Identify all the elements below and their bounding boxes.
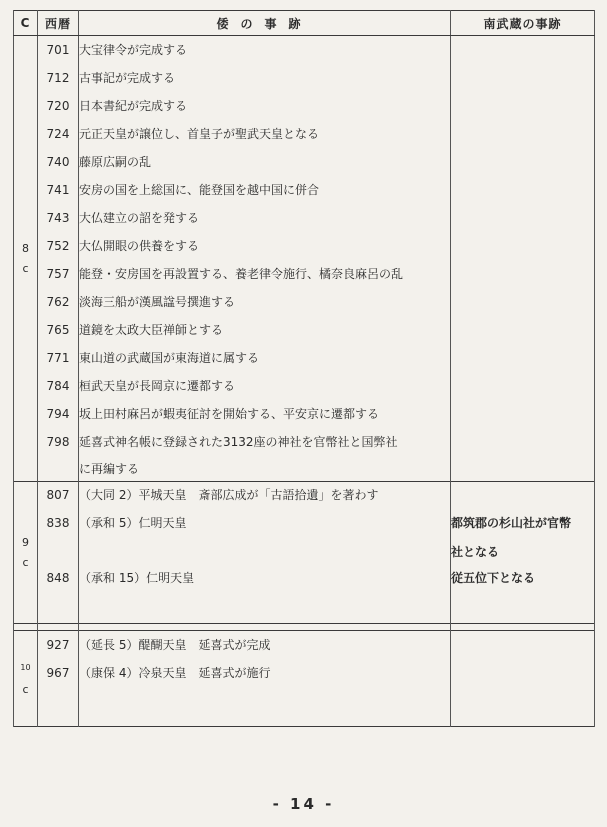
local-cell [451,204,595,232]
table-row [14,482,595,508]
table-row [14,344,595,372]
event-cell: 淡海三船が漢風諡号撰進する [79,288,451,316]
year-cell [38,538,79,566]
event-cell: （承和 15）仁明天皇 [79,566,451,590]
year-cell: 807 [38,482,79,508]
table-row [14,508,595,538]
year-cell: 794 [38,400,79,428]
local-cell [451,631,595,659]
year-cell: 838 [38,508,79,538]
section-9c [14,482,595,624]
local-cell [451,400,595,428]
event-cell: 古事記が完成する [79,64,451,92]
local-cell-empty [451,590,595,624]
year-cell: 741 [38,176,79,204]
event-cell: 大仏開眼の供養をする [79,232,451,260]
event-cell: （康保 4）冷泉天皇 延喜式が施行 [79,659,451,687]
century-suffix: c [22,682,29,696]
table-row [14,92,595,120]
local-cell [451,344,595,372]
year-cell: 771 [38,344,79,372]
event-cell: 道鏡を太政大臣禅師とする [79,316,451,344]
year-cell: 701 [38,36,79,64]
year-cell: 712 [38,64,79,92]
table-row-spacer [14,590,595,624]
table-row [14,232,595,260]
event-cell: 坂上田村麻呂が蝦夷征討を開始する、平安京に遷都する [79,400,451,428]
table-row-continuation [14,456,595,482]
event-cell-empty [79,687,451,727]
year-cell: 762 [38,288,79,316]
event-cell: （延長 5）醍醐天皇 延喜式が完成 [79,631,451,659]
local-cell [451,176,595,204]
event-cell: 安房の国を上総国に、能登国を越中国に併合 [79,176,451,204]
section-10c [14,624,595,727]
local-cell [451,64,595,92]
year-cell-empty [38,590,79,624]
century-label [14,482,38,624]
century-number: 9 [22,535,29,549]
event-cell: 藤原広嗣の乱 [79,148,451,176]
year-cell: 724 [38,120,79,148]
table-row [14,659,595,687]
local-cell [451,92,595,120]
century-suffix: c [22,261,29,275]
section-gap [14,624,595,631]
event-cell: に再編する [79,456,451,482]
year-cell: 757 [38,260,79,288]
year-cell: 740 [38,148,79,176]
local-cell [451,659,595,687]
event-cell-empty [79,590,451,624]
table-row [14,120,595,148]
table-row-spacer [14,687,595,727]
table-row [14,428,595,456]
table-row [14,538,595,566]
table-row [14,148,595,176]
year-cell: 752 [38,232,79,260]
year-cell: 967 [38,659,79,687]
header-century: C [14,11,38,36]
local-cell [451,428,595,456]
event-cell: 大仏建立の詔を発する [79,204,451,232]
century-number: 10 [20,662,31,672]
year-cell: 765 [38,316,79,344]
local-cell: 都筑郡の杉山社が官幣 [451,508,595,538]
section-8c [14,36,595,482]
year-cell: 784 [38,372,79,400]
year-cell-empty [38,456,79,482]
event-cell: （承和 5）仁明天皇 [79,508,451,538]
year-cell: 720 [38,92,79,120]
table-row [14,288,595,316]
local-cell [451,372,595,400]
table-row [14,631,595,659]
event-cell: （大同 2）平城天皇 斎部広成が「古語拾遺」を著わす [79,482,451,508]
year-cell-empty [38,687,79,727]
century-suffix: c [22,555,29,569]
local-cell: 社となる [451,538,595,566]
header-local: 南武蔵の事跡 [451,11,595,36]
century-label [14,631,38,727]
chronology-table [13,10,595,727]
year-cell: 927 [38,631,79,659]
local-cell [451,482,595,508]
header-year: 西暦 [38,11,79,36]
local-cell [451,288,595,316]
local-cell [451,316,595,344]
local-cell [451,232,595,260]
header-row [14,11,595,36]
page-number: - 14 - [272,795,335,813]
local-cell: 従五位下となる [451,566,595,590]
event-cell: 桓武天皇が長岡京に遷都する [79,372,451,400]
table-row [14,372,595,400]
event-cell: 延喜式神名帳に登録された3132座の神社を官幣社と国弊社 [79,428,451,456]
year-cell: 743 [38,204,79,232]
table-row [14,204,595,232]
event-cell: 日本書紀が完成する [79,92,451,120]
local-cell [451,120,595,148]
event-cell [79,538,451,566]
event-cell: 大宝律令が完成する [79,36,451,64]
table-row [14,566,595,590]
event-cell: 元正天皇が譲位し、首皇子が聖武天皇となる [79,120,451,148]
table-row [14,176,595,204]
table-row [14,36,595,64]
event-cell: 東山道の武蔵国が東海道に属する [79,344,451,372]
table-row [14,64,595,92]
local-cell [451,36,595,64]
year-cell: 798 [38,428,79,456]
table-row [14,316,595,344]
local-cell-empty [451,456,595,482]
local-cell [451,260,595,288]
local-cell [451,148,595,176]
table-row [14,400,595,428]
century-number: 8 [22,241,29,255]
local-cell-empty [451,687,595,727]
header-event: 倭の事跡 [79,11,451,36]
table-row [14,260,595,288]
year-cell: 848 [38,566,79,590]
event-cell: 能登・安房国を再設置する、養老律令施行、橘奈良麻呂の乱 [79,260,451,288]
century-label [14,36,38,482]
